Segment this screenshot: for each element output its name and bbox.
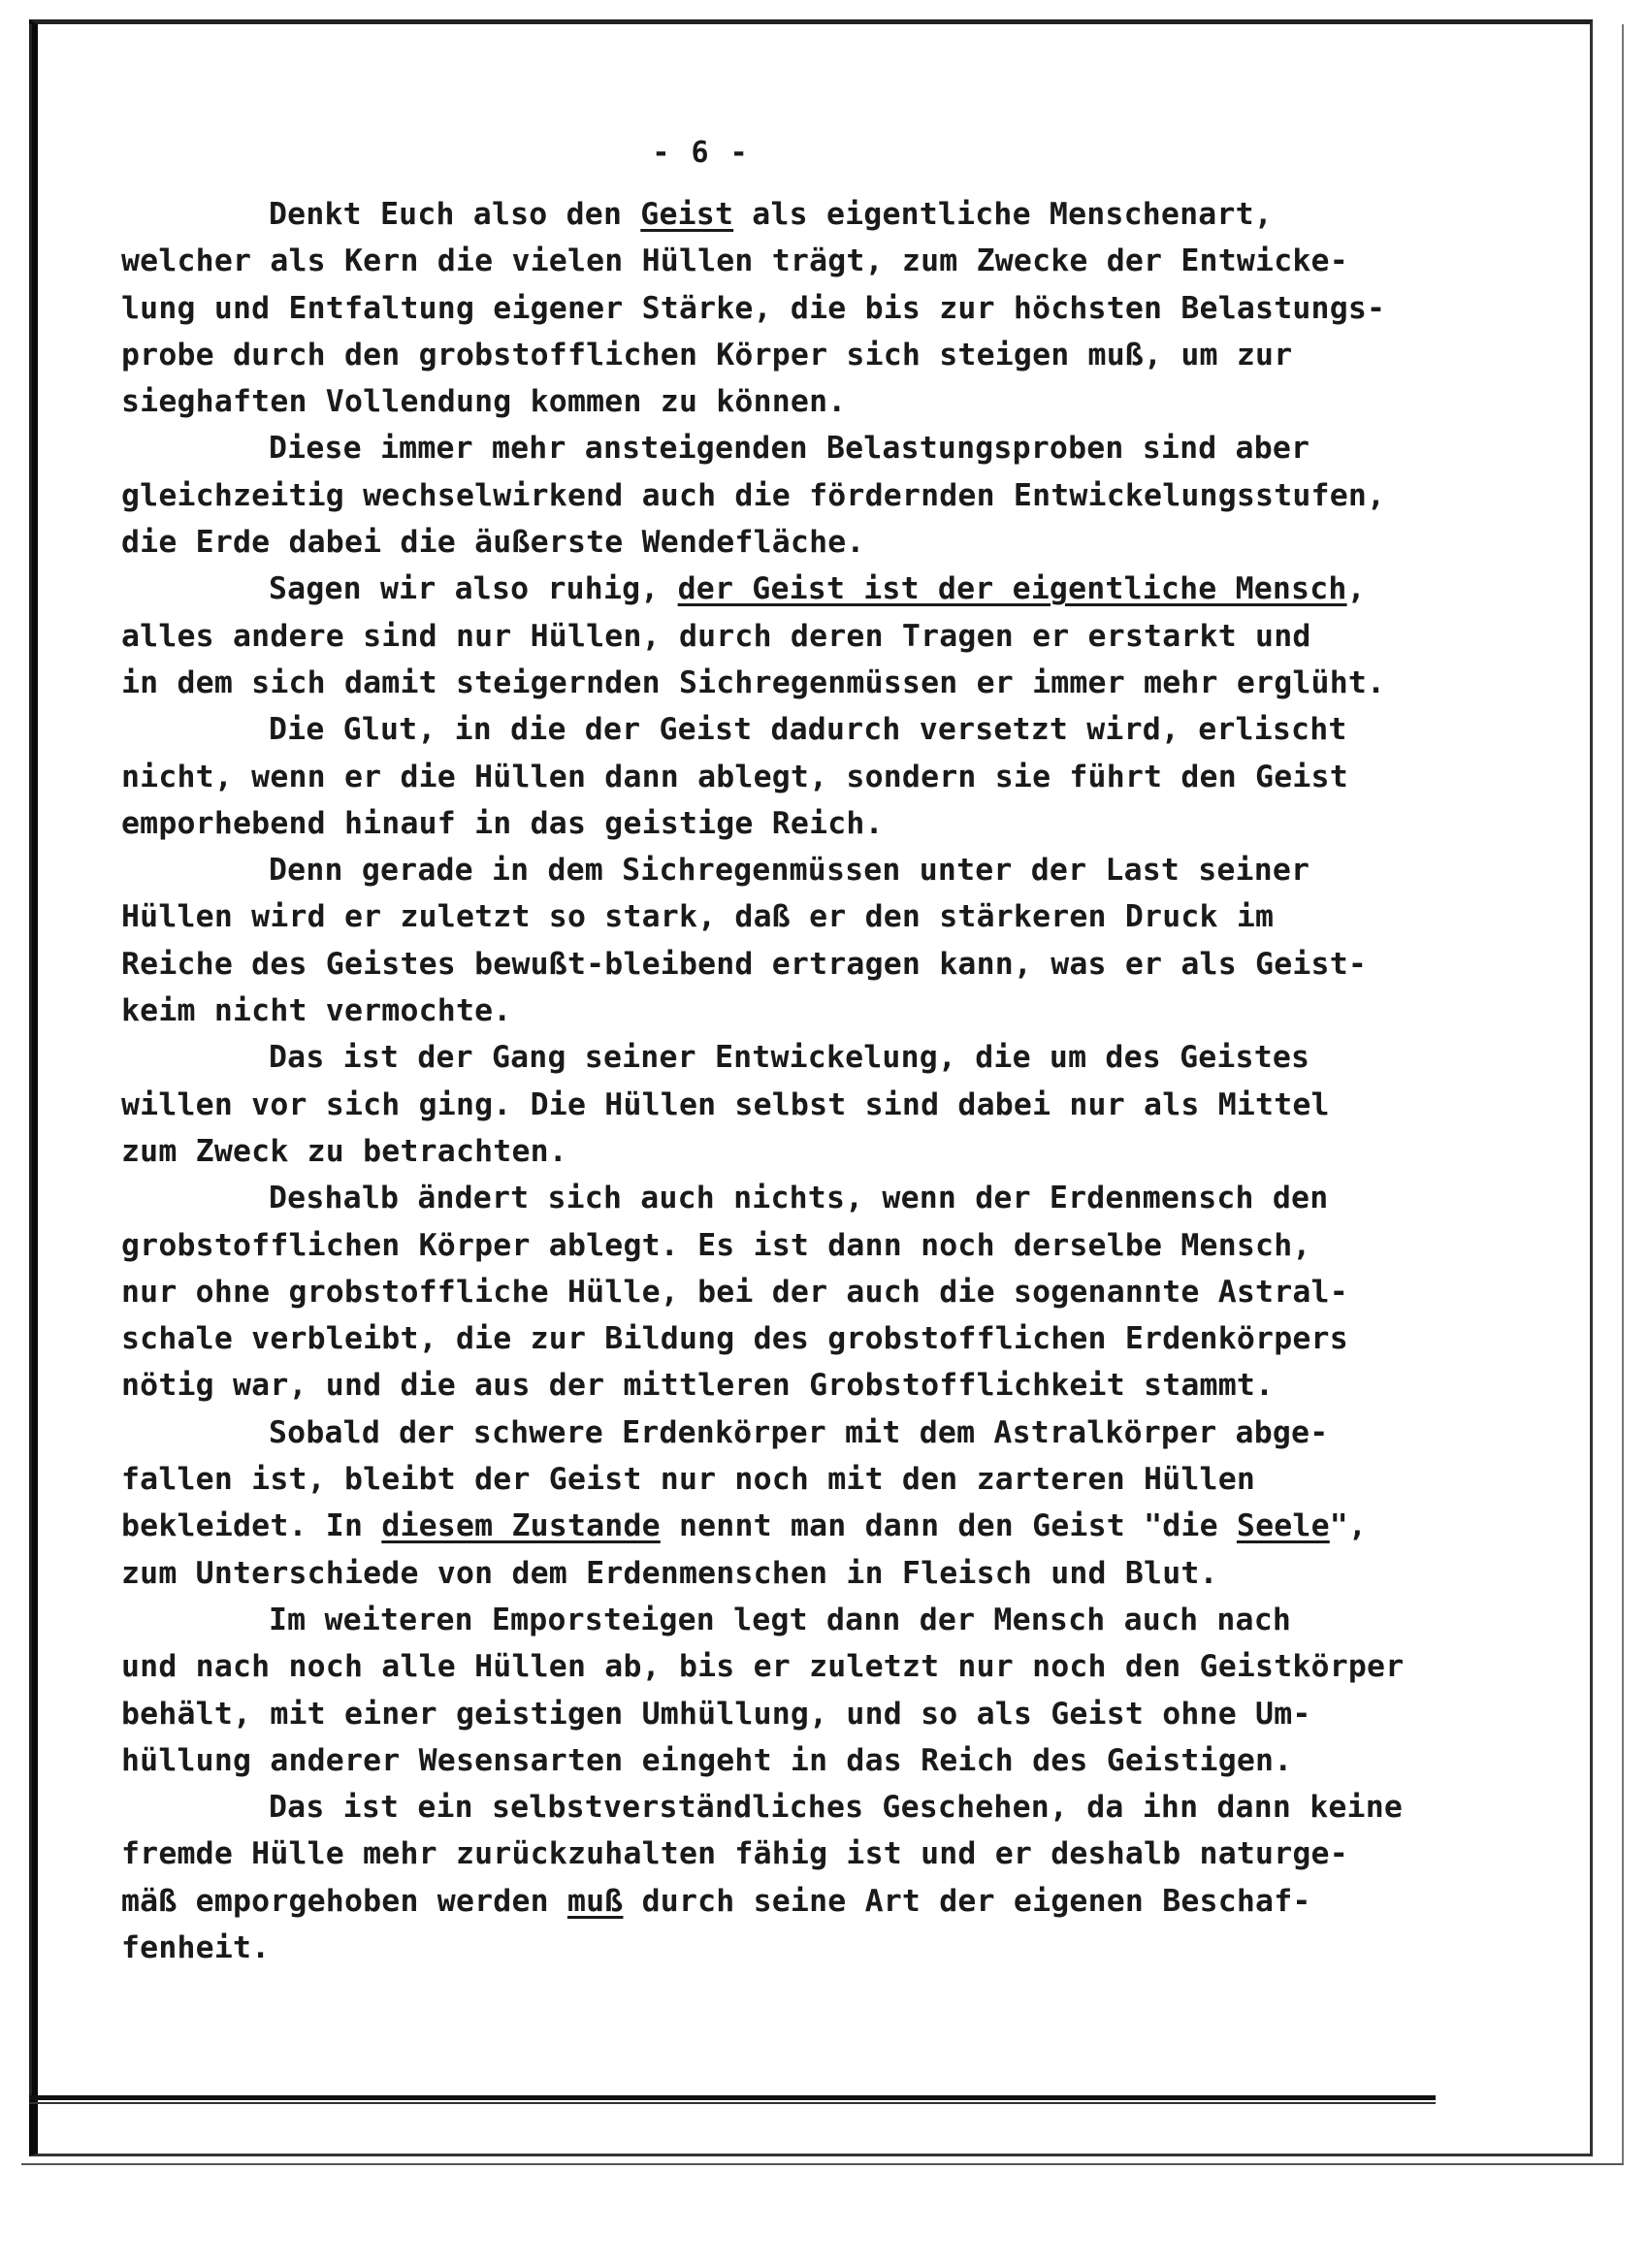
text-line xyxy=(121,1269,1436,1315)
text-segment: Im weiteren Emporsteigen legt dann der Mensch auch nach xyxy=(269,1602,1292,1637)
text-segment: , xyxy=(1346,571,1366,607)
text-segment: nur ohne grobstoffliche Hülle, bei der auch die sogenannte Astral- xyxy=(121,1274,1348,1310)
text-segment: nicht, wenn er die Hüllen dann ablegt, sondern sie führt den Geist xyxy=(121,759,1348,794)
text-segment: Die Glut, in die der Geist dadurch versetzt wird, erlischt xyxy=(269,712,1347,748)
text-segment: Reiche des Geistes bewußt-bleibend ertragen kann, was er als Geist- xyxy=(121,946,1368,982)
text-line xyxy=(121,1503,1436,1549)
text-segment: willen vor sich ging. Die Hüllen selbst sind dabei nur als Mittel xyxy=(121,1086,1330,1122)
text-segment: zum Zweck zu betrachten. xyxy=(121,1133,567,1169)
body-text xyxy=(121,191,1436,1971)
text-line xyxy=(121,893,1436,940)
text-line xyxy=(121,1550,1436,1597)
text-segment: Das ist der Gang seiner Entwickelung, die um des Geistes xyxy=(269,1040,1310,1076)
text-segment: nötig war, und die aus der mittleren Grobstofflichkeit stammt. xyxy=(121,1368,1275,1404)
text-segment: probe durch den grobstofflichen Körper sich steigen muß, um zur xyxy=(121,337,1293,373)
text-line xyxy=(121,1597,1436,1643)
text-line xyxy=(121,1082,1436,1128)
text-line xyxy=(121,1409,1436,1456)
bottom-rule xyxy=(29,2095,1436,2104)
text-segment: die Erde dabei die äußerste Wendefläche. xyxy=(121,525,865,561)
underlined-segment: der Geist ist der eigentliche Mensch xyxy=(677,571,1347,607)
underlined-segment: Seele xyxy=(1236,1508,1330,1544)
text-segment: behält, mit einer geistigen Umhüllung, und so als Geist ohne Um- xyxy=(121,1696,1311,1732)
text-line xyxy=(121,1222,1436,1269)
text-segment: fremde Hülle mehr zurückzuhalten fähig ist und er deshalb naturge- xyxy=(121,1836,1348,1872)
text-segment: Sobald der schwere Erdenkörper mit dem Astralkörper abge- xyxy=(269,1414,1329,1450)
text-segment: hüllung anderer Wesensarten eingeht in das Reich des Geistigen. xyxy=(121,1742,1293,1778)
text-segment: zum Unterschiede von dem Erdenmenschen in Fleisch und Blut. xyxy=(121,1555,1218,1591)
text-line xyxy=(121,1128,1436,1175)
underlined-segment: muß xyxy=(566,1883,624,1919)
text-segment: schale verbleibt, die zur Bildung des grobstofflichen Erdenkörpers xyxy=(121,1321,1348,1357)
underlined-segment: Geist xyxy=(640,197,734,232)
text-segment: Sagen wir also ruhig, xyxy=(269,571,678,607)
text-segment: alles andere sind nur Hüllen, durch deren Tragen er erstarkt und xyxy=(121,618,1311,654)
text-segment: grobstofflichen Körper ablegt. Es ist dann noch derselbe Mensch, xyxy=(121,1227,1311,1263)
text-line xyxy=(121,519,1436,566)
text-segment: Deshalb ändert sich auch nichts, wenn der Erdenmensch den xyxy=(269,1181,1329,1216)
text-line xyxy=(121,378,1436,425)
text-line xyxy=(121,238,1436,284)
text-line xyxy=(121,332,1436,378)
text-line xyxy=(121,1737,1436,1784)
text-segment: ", xyxy=(1329,1508,1368,1544)
text-line xyxy=(121,1034,1436,1081)
text-line xyxy=(121,472,1436,519)
page-number: - 6 - xyxy=(652,136,750,170)
text-segment: als eigentliche Menschenart, xyxy=(733,197,1273,232)
text-segment: fenheit. xyxy=(121,1929,271,1965)
text-line xyxy=(121,706,1436,753)
text-line xyxy=(121,191,1436,238)
text-line xyxy=(121,1691,1436,1737)
text-segment: lung und Entfaltung eigener Stärke, die bis zur höchsten Belastungs- xyxy=(121,290,1386,326)
text-segment: emporhebend hinauf in das geistige Reich. xyxy=(121,805,884,841)
text-line xyxy=(121,1362,1436,1409)
text-segment: in dem sich damit steigernden Sichregenmüssen er immer mehr erglüht. xyxy=(121,664,1386,700)
text-segment: Hüllen wird er zuletzt so stark, daß er den stärkeren Druck im xyxy=(121,899,1275,935)
text-line xyxy=(121,1643,1436,1690)
text-segment: welcher als Kern die vielen Hüllen trägt, zum Zwecke der Entwicke- xyxy=(121,243,1348,279)
text-segment: und nach noch alle Hüllen ab, bis er zuletzt nur noch den Geistkörper xyxy=(121,1649,1405,1685)
text-segment: mäß emporgehoben werden xyxy=(121,1883,567,1919)
text-segment: Das ist ein selbstverständliches Geschehen, da ihn dann keine xyxy=(269,1790,1404,1826)
text-line xyxy=(121,988,1436,1034)
text-line xyxy=(121,800,1436,847)
text-line xyxy=(121,566,1436,612)
text-segment: bekleidet. In xyxy=(121,1508,382,1544)
text-line xyxy=(121,613,1436,660)
underlined-segment: diesem Zustande xyxy=(381,1508,661,1544)
text-segment: nennt man dann den Geist "die xyxy=(660,1508,1237,1544)
text-line xyxy=(121,1784,1436,1831)
text-line xyxy=(121,1925,1436,1971)
text-line xyxy=(121,754,1436,800)
text-segment: keim nicht vermochte. xyxy=(121,993,512,1029)
text-line xyxy=(121,941,1436,988)
text-line xyxy=(121,660,1436,706)
text-line xyxy=(121,847,1436,893)
text-segment: sieghaften Vollendung kommen zu können. xyxy=(121,384,847,420)
text-segment: Diese immer mehr ansteigenden Belastungsproben sind aber xyxy=(269,431,1310,467)
text-line xyxy=(121,1831,1436,1877)
text-line xyxy=(121,425,1436,471)
text-segment: durch seine Art der eigenen Beschaf- xyxy=(623,1883,1311,1919)
text-segment: fallen ist, bleibt der Geist nur noch mit den zarteren Hüllen xyxy=(121,1462,1256,1498)
text-segment: gleichzeitig wechselwirkend auch die fördernden Entwickelungsstufen, xyxy=(121,477,1386,513)
text-line xyxy=(121,1315,1436,1362)
text-segment: Denn gerade in dem Sichregenmüssen unter der Last seiner xyxy=(269,853,1310,889)
typed-page xyxy=(121,136,1436,1971)
text-segment: Denkt Euch also den xyxy=(269,197,641,232)
text-line xyxy=(121,1175,1436,1221)
text-line xyxy=(121,1456,1436,1503)
text-line xyxy=(121,285,1436,332)
left-margin-rule xyxy=(29,24,32,2100)
text-line xyxy=(121,1878,1436,1925)
